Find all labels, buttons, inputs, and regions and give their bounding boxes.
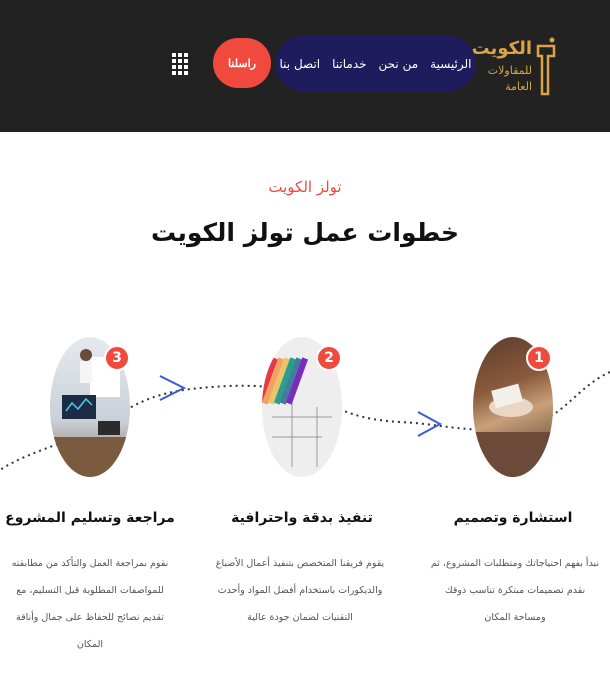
step-2-title: تنفيذ بدقة واحترافية <box>231 510 373 526</box>
step-3-title: مراجعة وتسليم المشروع <box>5 510 175 526</box>
nav-link-about[interactable]: من نحن <box>378 56 419 71</box>
step-2-number: 2 <box>316 345 342 371</box>
section-title: خطوات عمل تولز الكويت <box>150 218 460 247</box>
nav-link-contact[interactable]: اتصل بنا <box>279 56 321 71</box>
logo-name: الكويت <box>471 38 532 59</box>
contact-us-button[interactable]: راسلنا <box>213 38 271 88</box>
arrow-right-icon <box>160 376 184 400</box>
step-2-description: يقوم فريقنا المتخصص بتنفيذ أعمال الأصباغ والديكورات باستخدام أفضل المواد وأحدث التقنيات لضمان جودة عالية <box>215 558 385 623</box>
grid-menu-icon[interactable] <box>172 53 190 75</box>
section-eyebrow: تولز الكويت <box>268 178 342 196</box>
site-logo[interactable] <box>471 30 558 100</box>
step-1-number: 1 <box>526 345 552 371</box>
logo-subtitle-2: العامة <box>505 80 532 93</box>
step-3-description: نقوم بمراجعة العمل والتأكد من مطابقته للمواصفات المطلوبة قبل التسليم، مع تقديم نصائح للحفاظ على جمال وأناقة المكان <box>11 558 169 650</box>
step-1-title: استشارة وتصميم <box>453 510 573 526</box>
step-3-number: 3 <box>104 345 130 371</box>
site-header <box>0 0 610 132</box>
main-nav <box>275 36 476 91</box>
nav-link-services[interactable]: خدماتنا <box>332 56 367 71</box>
nav-link-home[interactable]: الرئيسية <box>430 56 472 71</box>
logo-subtitle-1: للمقاولات <box>487 64 532 77</box>
logo-mark-icon <box>534 36 558 98</box>
step-1-description: نبدأ بفهم احتياجاتك ومتطلبات المشروع، ثم نقدم تصميمات مبتكرة تناسب ذوقك ومساحة المكان <box>430 558 600 623</box>
